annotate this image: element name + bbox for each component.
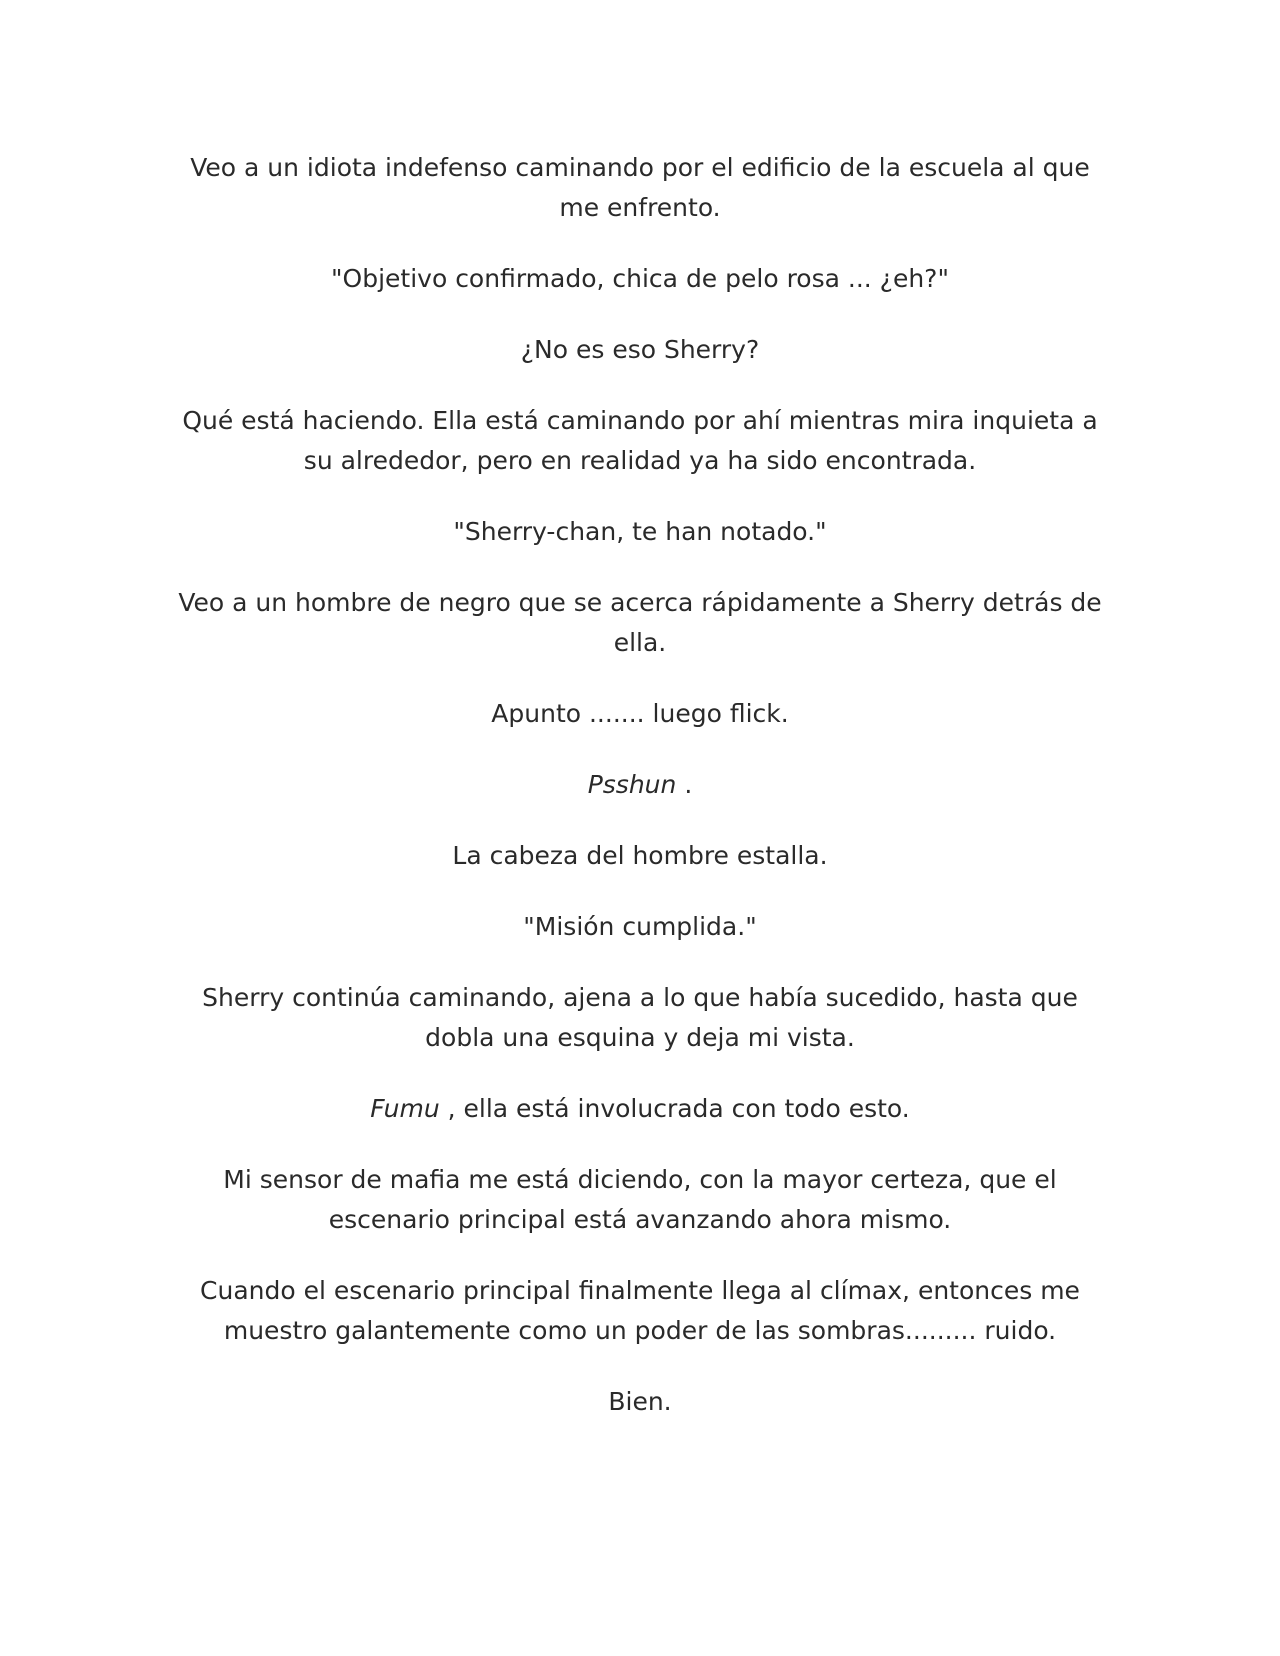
paragraph-1: Veo a un idiota indefenso caminando por el edificio de la escuela al que me enfrento. <box>190 153 1090 222</box>
paragraph-12 <box>170 1089 1110 1129</box>
paragraph-5: "Sherry-chan, te han notado." <box>453 517 827 546</box>
psshun-sound-effect: Psshun <box>587 770 677 799</box>
fumu-suffix: , ella está involucrada con todo esto. <box>439 1094 910 1123</box>
paragraph-3: ¿No es eso Sherry? <box>520 335 760 364</box>
paragraph-4: Qué está haciendo. Ella está caminando por ahí mientras mira inquieta a su alrededor, pero en realidad ya ha sido encontrada. <box>182 406 1098 475</box>
psshun-suffix: . <box>676 770 693 799</box>
paragraph-14: Cuando el escenario principal finalmente llega al clímax, entonces me muestro galantemente como un poder de las sombras......... ruido. <box>200 1276 1080 1345</box>
paragraph-8 <box>170 765 1110 805</box>
paragraph-13: Mi sensor de mafia me está diciendo, con la mayor certeza, que el escenario principal está avanzando ahora mismo. <box>223 1165 1057 1234</box>
paragraph-15: Bien. <box>608 1387 672 1416</box>
paragraph-7: Apunto ....... luego flick. <box>491 699 789 728</box>
paragraph-10: "Misión cumplida." <box>523 912 757 941</box>
fumu-interjection: Fumu <box>370 1094 440 1123</box>
paragraph-6: Veo a un hombre de negro que se acerca rápidamente a Sherry detrás de ella. <box>178 588 1102 657</box>
paragraph-2: "Objetivo confirmado, chica de pelo rosa ... ¿eh?" <box>331 264 949 293</box>
document-page <box>170 148 1110 1453</box>
paragraph-9: La cabeza del hombre estalla. <box>452 841 828 870</box>
paragraph-11: Sherry continúa caminando, ajena a lo que había sucedido, hasta que dobla una esquina y deja mi vista. <box>202 983 1078 1052</box>
